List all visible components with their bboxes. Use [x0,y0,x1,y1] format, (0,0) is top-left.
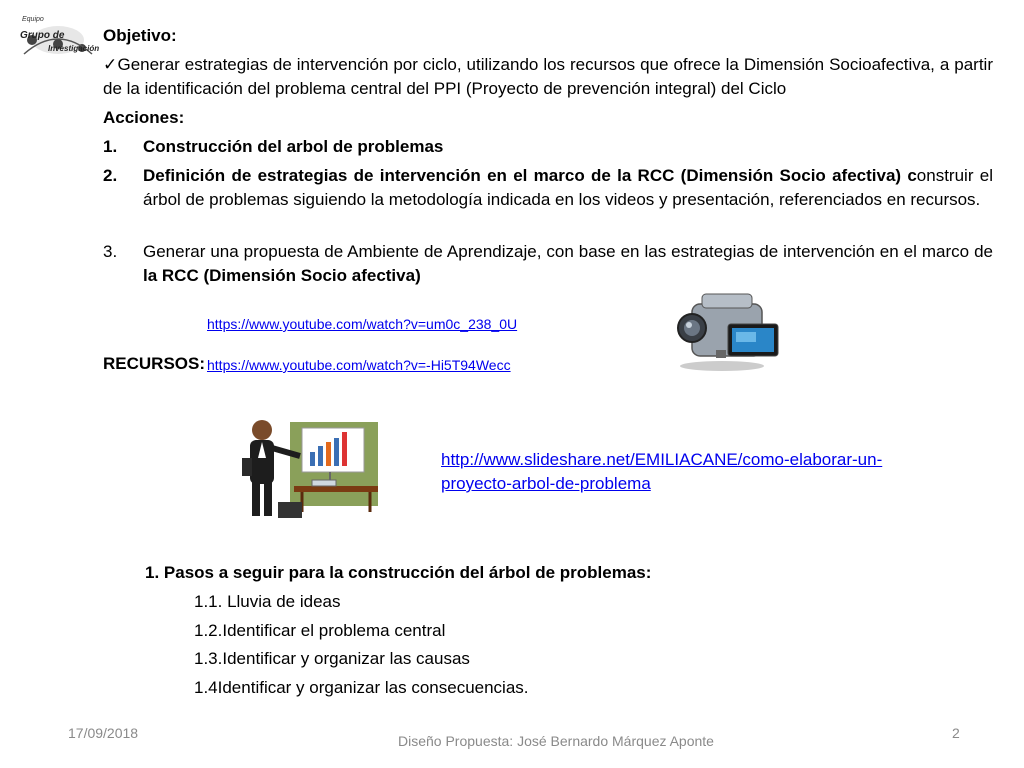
presenter-illustration [218,418,386,522]
checkmark-icon: ✓ [103,55,118,74]
action-item-1 [103,135,993,159]
resources-heading: RECURSOS: [103,354,206,373]
action-text-bold: Definición de estrategias de intervención en el marco de la RCC (Dimensión Socio afectiva) c [143,166,917,185]
action-text: Generar una propuesta de Ambiente de Aprendizaje, con base en las estrategias de intervención en el marco de [143,242,993,261]
youtube-link-1[interactable]: https://www.youtube.com/watch?v=um0c_238_0U [207,316,518,332]
logo-text-3: Investigación [48,44,100,53]
logo-text-2: Grupo de [20,30,65,41]
objective-heading: Objetivo: [103,26,177,45]
steps-heading: 1. Pasos a seguir para la construcción del árbol de problemas: [145,563,652,582]
slideshare-link-line1[interactable]: http://www.slideshare.net/EMILIACANE/como-elaborar-un- [441,450,883,469]
logo-text-1: Equipo [22,16,44,23]
logo [18,14,98,64]
actions-heading: Acciones: [103,108,185,127]
objective-body: Generar estrategias de intervención por ciclo, utilizando los recursos que ofrece la Dimensión Socioafectiva, a partir de la identificación del problema central del PPI (Proyecto de prevención integral) del Ciclo [103,55,993,98]
action-text: Construcción del arbol de problemas [143,137,444,156]
action-text-bold: la RCC (Dimensión Socio afectiva) [143,266,421,285]
video-camera-icon [672,290,784,374]
action-number: 1. [103,137,118,156]
step-item-2: 1.2.Identificar el problema central [194,621,446,640]
step-item-1: 1.1. Lluvia de ideas [194,592,341,611]
footer-date: 17/09/2018 [68,725,139,741]
action-item-2 [103,164,993,212]
slideshare-link[interactable] [441,448,981,496]
youtube-link-2[interactable]: https://www.youtube.com/watch?v=-Hi5T94Wecc [207,357,511,373]
footer-page-number: 2 [952,725,960,741]
step-item-4: 1.4Identificar y organizar las consecuencias. [194,678,529,697]
action-number: 2. [103,166,118,185]
action-item-3 [103,240,993,288]
footer-author: Diseño Propuesta: José Bernardo Márquez Aponte [398,733,714,749]
step-item-3: 1.3.Identificar y organizar las causas [194,649,470,668]
slideshare-link-line2[interactable]: proyecto-arbol-de-problema [441,474,651,493]
action-number: 3. [103,242,118,261]
action-text: onstruir el árbol de problemas siguiendo la metodología indicada en los videos y presentación, referenciados en recursos. [143,166,993,209]
objective-text [103,53,993,101]
